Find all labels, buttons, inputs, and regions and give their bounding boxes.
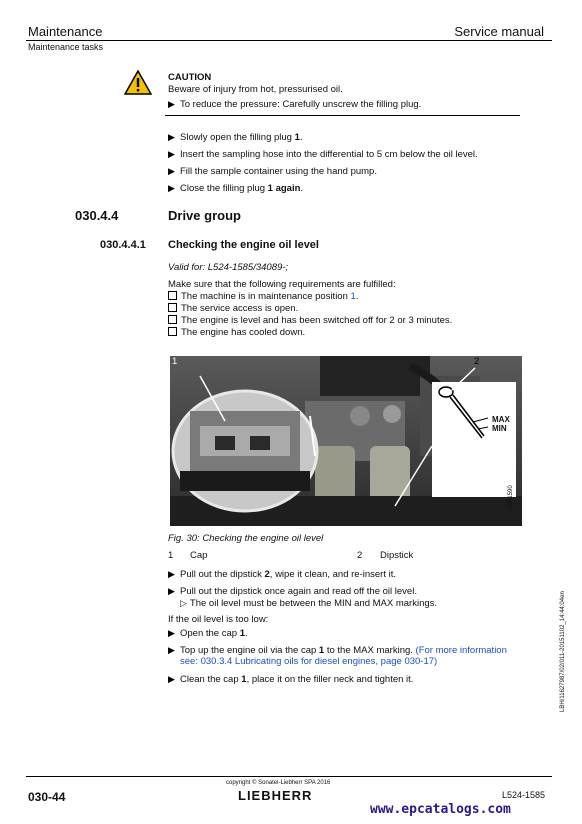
step-arrow-icon: ▶ (168, 645, 175, 655)
step-arrow-icon: ▶ (168, 183, 175, 193)
step-ref: 1 (318, 645, 325, 656)
requirement-item (168, 327, 305, 339)
requirement-text: The engine has cooled down. (181, 327, 306, 338)
figure-min-label: MIN (492, 424, 507, 433)
step-text-mid: to the MAX marking. (324, 645, 416, 656)
figure-code: L0001590 (508, 485, 514, 512)
engine-photo (170, 356, 522, 526)
step-ref: 1 again (267, 183, 301, 194)
step-text: Slowly open the filling plug (180, 132, 295, 143)
legend-num-1: 1 (168, 550, 174, 561)
legend-text-2: Dipstick (380, 550, 414, 561)
requirement-text: The machine is in maintenance position (181, 291, 351, 302)
step-arrow-icon: ▶ (168, 132, 175, 142)
step-ref: 2 (264, 569, 270, 580)
model-number: L524-1585 (502, 790, 546, 800)
step-result (180, 597, 437, 610)
step-text: Fill the sample container using the hand pump. (180, 166, 377, 177)
requirement-link[interactable]: 1 (350, 291, 356, 302)
step-text-end: , place it on the filler neck and tighten it. (246, 674, 414, 685)
step-arrow-icon: ▶ (168, 166, 175, 176)
step-text-end: . (244, 628, 248, 639)
step-text-end: . (299, 132, 303, 143)
step-arrow-icon: ▶ (168, 99, 175, 109)
step-text: Close the filling plug (180, 183, 268, 194)
header-subtitle: Maintenance tasks (28, 42, 104, 52)
step-pull-dipstick (168, 568, 396, 581)
figure-caption: Fig. 30: Checking the engine oil level (168, 533, 324, 544)
step-text: Clean the cap (180, 674, 242, 685)
footer-rule (26, 776, 552, 777)
section-title: Drive group (168, 208, 241, 223)
result-arrow-icon: ▷ (180, 598, 187, 608)
subsection-number: 030.4.4.1 (100, 239, 146, 251)
figure-max-label: MAX (492, 415, 510, 424)
lubricating-oils-link[interactable]: (For more information (415, 645, 507, 656)
step-text-end: . (300, 183, 304, 194)
engine-oil-figure (170, 356, 522, 526)
step-arrow-icon: ▶ (168, 569, 175, 579)
caution-step-text: To reduce the pressure: Carefully unscrew the filling plug. (180, 99, 422, 110)
step-text: Pull out the dipstick once again and read off the oil level. (180, 586, 417, 597)
caution-rule (165, 115, 520, 116)
header-rule (26, 40, 552, 41)
result-text: The oil level must be between the MIN and MAX markings. (189, 598, 438, 609)
requirement-text-end: . (355, 291, 359, 302)
checkbox-icon (168, 303, 177, 312)
figure-label-2: 2 (474, 356, 480, 367)
step-arrow-icon: ▶ (168, 628, 175, 638)
step-clean-cap (168, 673, 413, 686)
header-manual-title: Service manual (454, 24, 544, 39)
step-ref: 1 (294, 132, 300, 143)
valid-for: Valid for: L524-1585/34089-; (168, 262, 289, 273)
step-fill-container (168, 165, 377, 178)
document-id-vertical: LBH/11627987/02/011-20151102_14:44:04en (560, 591, 566, 712)
requirement-item (168, 315, 452, 327)
requirement-item (168, 291, 358, 303)
step-insert-hose (168, 148, 478, 161)
copyright-text: copyright © Sonatel-Liebherr SPA 2016 (226, 780, 331, 786)
subsection-title: Checking the engine oil level (168, 239, 319, 251)
warning-triangle-icon (124, 70, 152, 100)
checkbox-icon (168, 291, 177, 300)
step-open-cap (168, 627, 248, 640)
step-text: Open the cap (180, 628, 240, 639)
caution-text: Beware of injury from hot, pressurised oil. (168, 84, 343, 95)
step-text: Insert the sampling hose into the differential to 5 cm below the oil level. (180, 149, 478, 160)
step-close-plug (168, 182, 303, 195)
liebherr-logo: LIEBHERR (238, 788, 313, 803)
step-arrow-icon: ▶ (168, 674, 175, 684)
step-open-plug (168, 131, 303, 144)
requirements-intro: Make sure that the following requirements are fulfilled: (168, 279, 396, 290)
step-text: Pull out the dipstick (180, 569, 265, 580)
step-top-up-cont (180, 656, 437, 668)
too-low-intro: If the oil level is too low: (168, 614, 269, 625)
section-number: 030.4.4 (75, 208, 119, 223)
step-ref: 1 (239, 628, 245, 639)
requirement-text: The engine is level and has been switched off for 2 or 3 minutes. (181, 315, 453, 326)
figure-label-1: 1 (172, 356, 178, 367)
checkbox-icon (168, 327, 177, 336)
caution-step (168, 98, 421, 111)
watermark-text: www.epcatalogs.com (370, 802, 511, 817)
legend-text-1: Cap (190, 550, 208, 561)
requirement-item (168, 303, 298, 315)
step-ref: 1 (241, 674, 247, 685)
header-section-title: Maintenance (28, 24, 103, 39)
caution-title: CAUTION (168, 72, 212, 83)
step-text: Top up the engine oil via the cap (180, 645, 319, 656)
legend-num-2: 2 (357, 550, 363, 561)
step-arrow-icon: ▶ (168, 586, 175, 596)
page-number: 030-44 (28, 790, 66, 804)
step-arrow-icon: ▶ (168, 149, 175, 159)
lubricating-oils-link-cont[interactable]: see: 030.3.4 Lubricating oils for diesel engines, page 030-17) (180, 656, 438, 667)
step-text-end: , wipe it clean, and re-insert it. (269, 569, 396, 580)
checkbox-icon (168, 315, 177, 324)
requirement-text: The service access is open. (181, 303, 299, 314)
